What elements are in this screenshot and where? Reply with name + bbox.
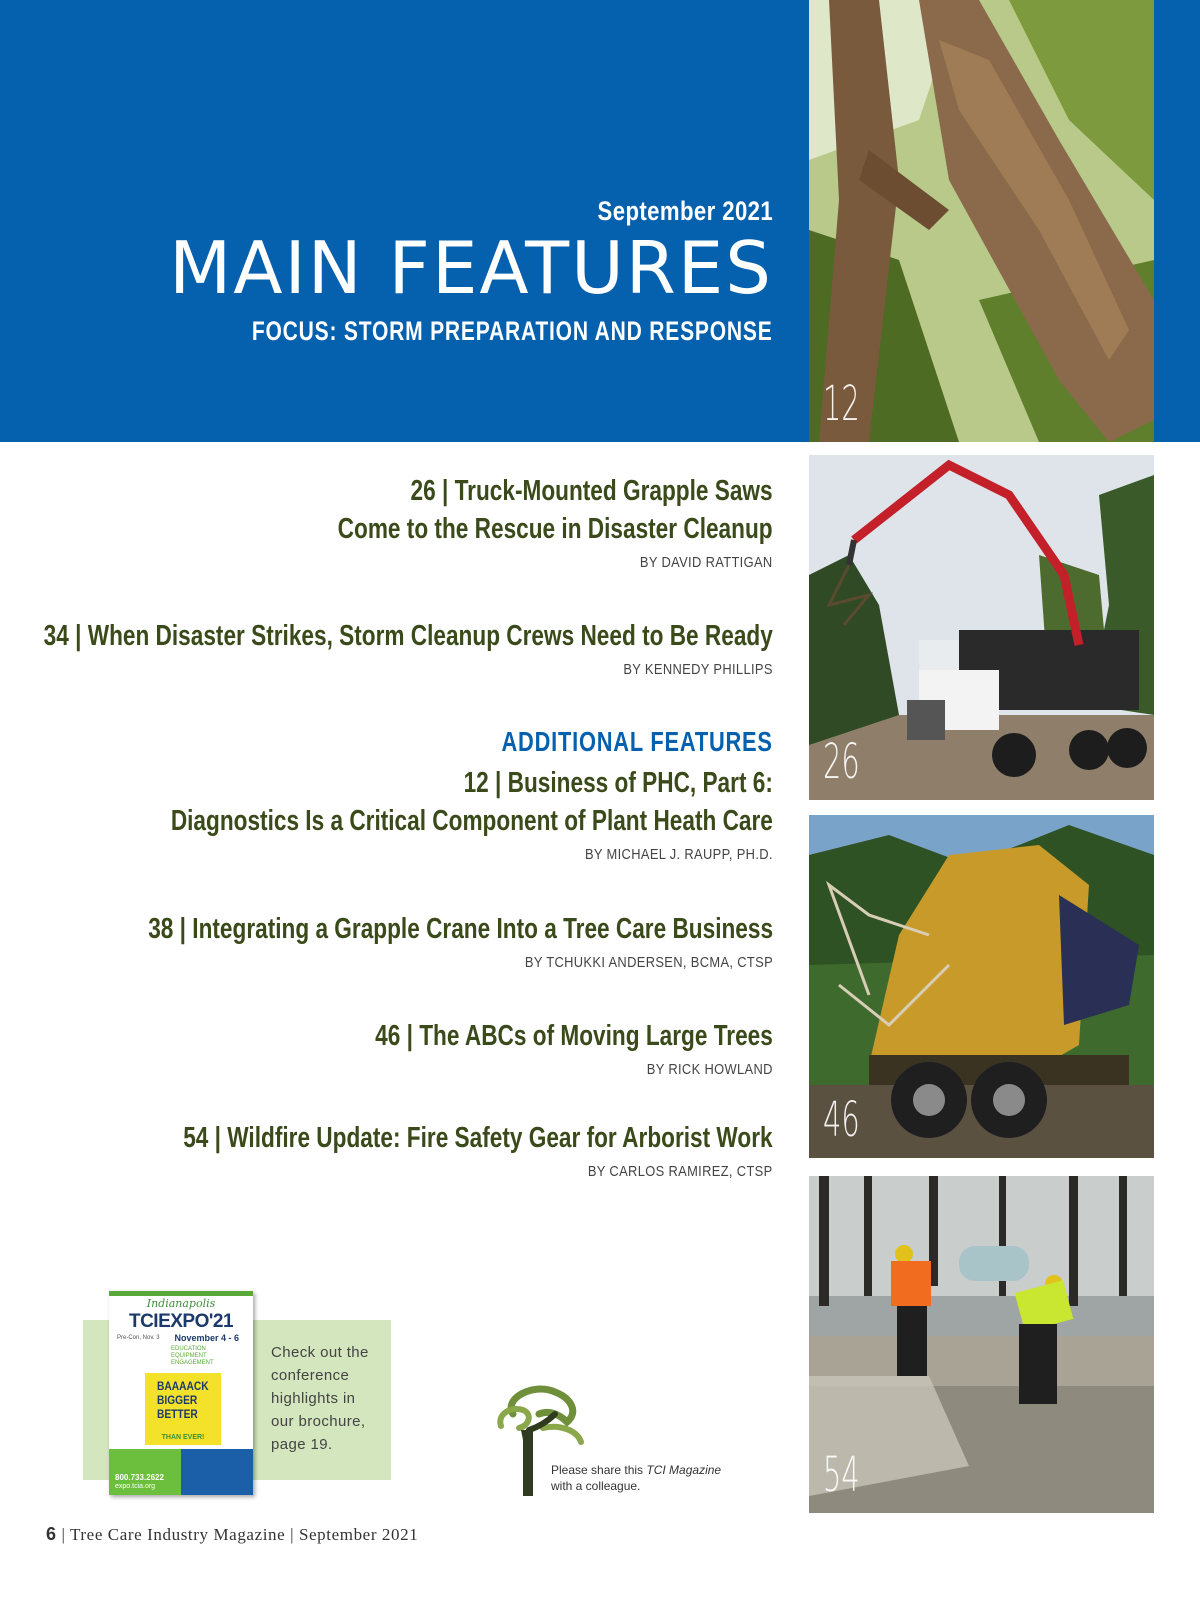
page-number: 6 [46, 1524, 57, 1544]
truck-image [809, 455, 1154, 800]
brochure-title: TCIEXPO'21 [128, 1311, 234, 1332]
article-title[interactable]: 46 | The ABCs of Moving Large Trees [375, 1020, 773, 1052]
article-title[interactable]: 38 | Integrating a Grapple Crane Into a Tree Care Business [148, 913, 773, 945]
brochure-blue-block [181, 1449, 253, 1495]
issue-date: September 2021 [597, 196, 773, 226]
feature-item[interactable] [263, 1017, 773, 1078]
article-title[interactable]: Diagnostics Is a Critical Component of Plant Heath Care [170, 805, 773, 837]
article-byline: BY MICHAEL J. RAUPP, PH.D. [585, 846, 773, 863]
photo-number: 26 [823, 734, 860, 790]
brochure-dates: November 4 - 6 [174, 1333, 239, 1343]
page-footer [46, 1524, 418, 1545]
article-byline: BY RICK HOWLAND [646, 1061, 773, 1078]
feature-item[interactable] [1, 764, 773, 863]
photo-tree-spade[interactable] [809, 815, 1154, 1158]
article-title[interactable]: Come to the Rescue in Disaster Cleanup [338, 513, 773, 545]
brochure-top-bar [109, 1291, 253, 1296]
photo-number: 46 [823, 1092, 860, 1148]
article-title[interactable]: 26 | Truck-Mounted Grapple Saws [410, 475, 773, 507]
photo-number: 12 [823, 376, 860, 432]
photo-wildfire[interactable] [809, 1176, 1154, 1513]
brochure-precon: Pre-Con, Nov. 3 [117, 1335, 160, 1341]
photo-bark[interactable] [809, 0, 1154, 442]
brochure-tags: EDUCATION EQUIPMENT ENGAGEMENT [171, 1346, 214, 1366]
article-byline: BY CARLOS RAMIREZ, CTSP [588, 1163, 773, 1180]
photo-number: 54 [823, 1447, 860, 1503]
share-message: Please share this TCI Magazine with a colleague. [551, 1463, 722, 1493]
bark-image [809, 0, 1154, 442]
feature-item[interactable] [0, 617, 773, 678]
article-byline: BY KENNEDY PHILLIPS [623, 661, 773, 678]
article-byline: BY TCHUKKI ANDERSEN, BCMA, CTSP [524, 954, 773, 971]
feature-item[interactable] [0, 910, 773, 971]
article-byline: BY DAVID RATTIGAN [640, 554, 773, 571]
feature-item[interactable] [215, 472, 773, 571]
tree-spade-image [809, 815, 1154, 1158]
page-title: MAIN FEATURES [169, 226, 773, 310]
photo-truck[interactable] [809, 455, 1154, 800]
brochure-script: Indianapolis [146, 1297, 216, 1310]
promo-text: Check out the conference highlights in our brochure, page 19. [271, 1344, 369, 1453]
brochure-url: expo.tcia.org [115, 1483, 156, 1490]
brochure-phone: 800.733.2622 [115, 1473, 164, 1482]
additional-features-heading: ADDITIONAL FEATURES [501, 726, 773, 757]
feature-item[interactable] [17, 1119, 773, 1180]
brochure-cover[interactable] [109, 1291, 253, 1495]
footer-text: | Tree Care Industry Magazine | September 2021 [56, 1525, 419, 1544]
brochure-slogan-box: BAAAACK BIGGER BETTER THAN EVER! [145, 1373, 221, 1445]
wildfire-image [809, 1176, 1154, 1513]
focus-subtitle: FOCUS: STORM PREPARATION AND RESPONSE [252, 316, 773, 346]
article-title[interactable]: 34 | When Disaster Strikes, Storm Cleanup Crews Need to Be Ready [43, 620, 773, 652]
article-title[interactable]: 54 | Wildfire Update: Fire Safety Gear for Arborist Work [183, 1122, 773, 1154]
article-title[interactable]: 12 | Business of PHC, Part 6: [463, 767, 773, 799]
